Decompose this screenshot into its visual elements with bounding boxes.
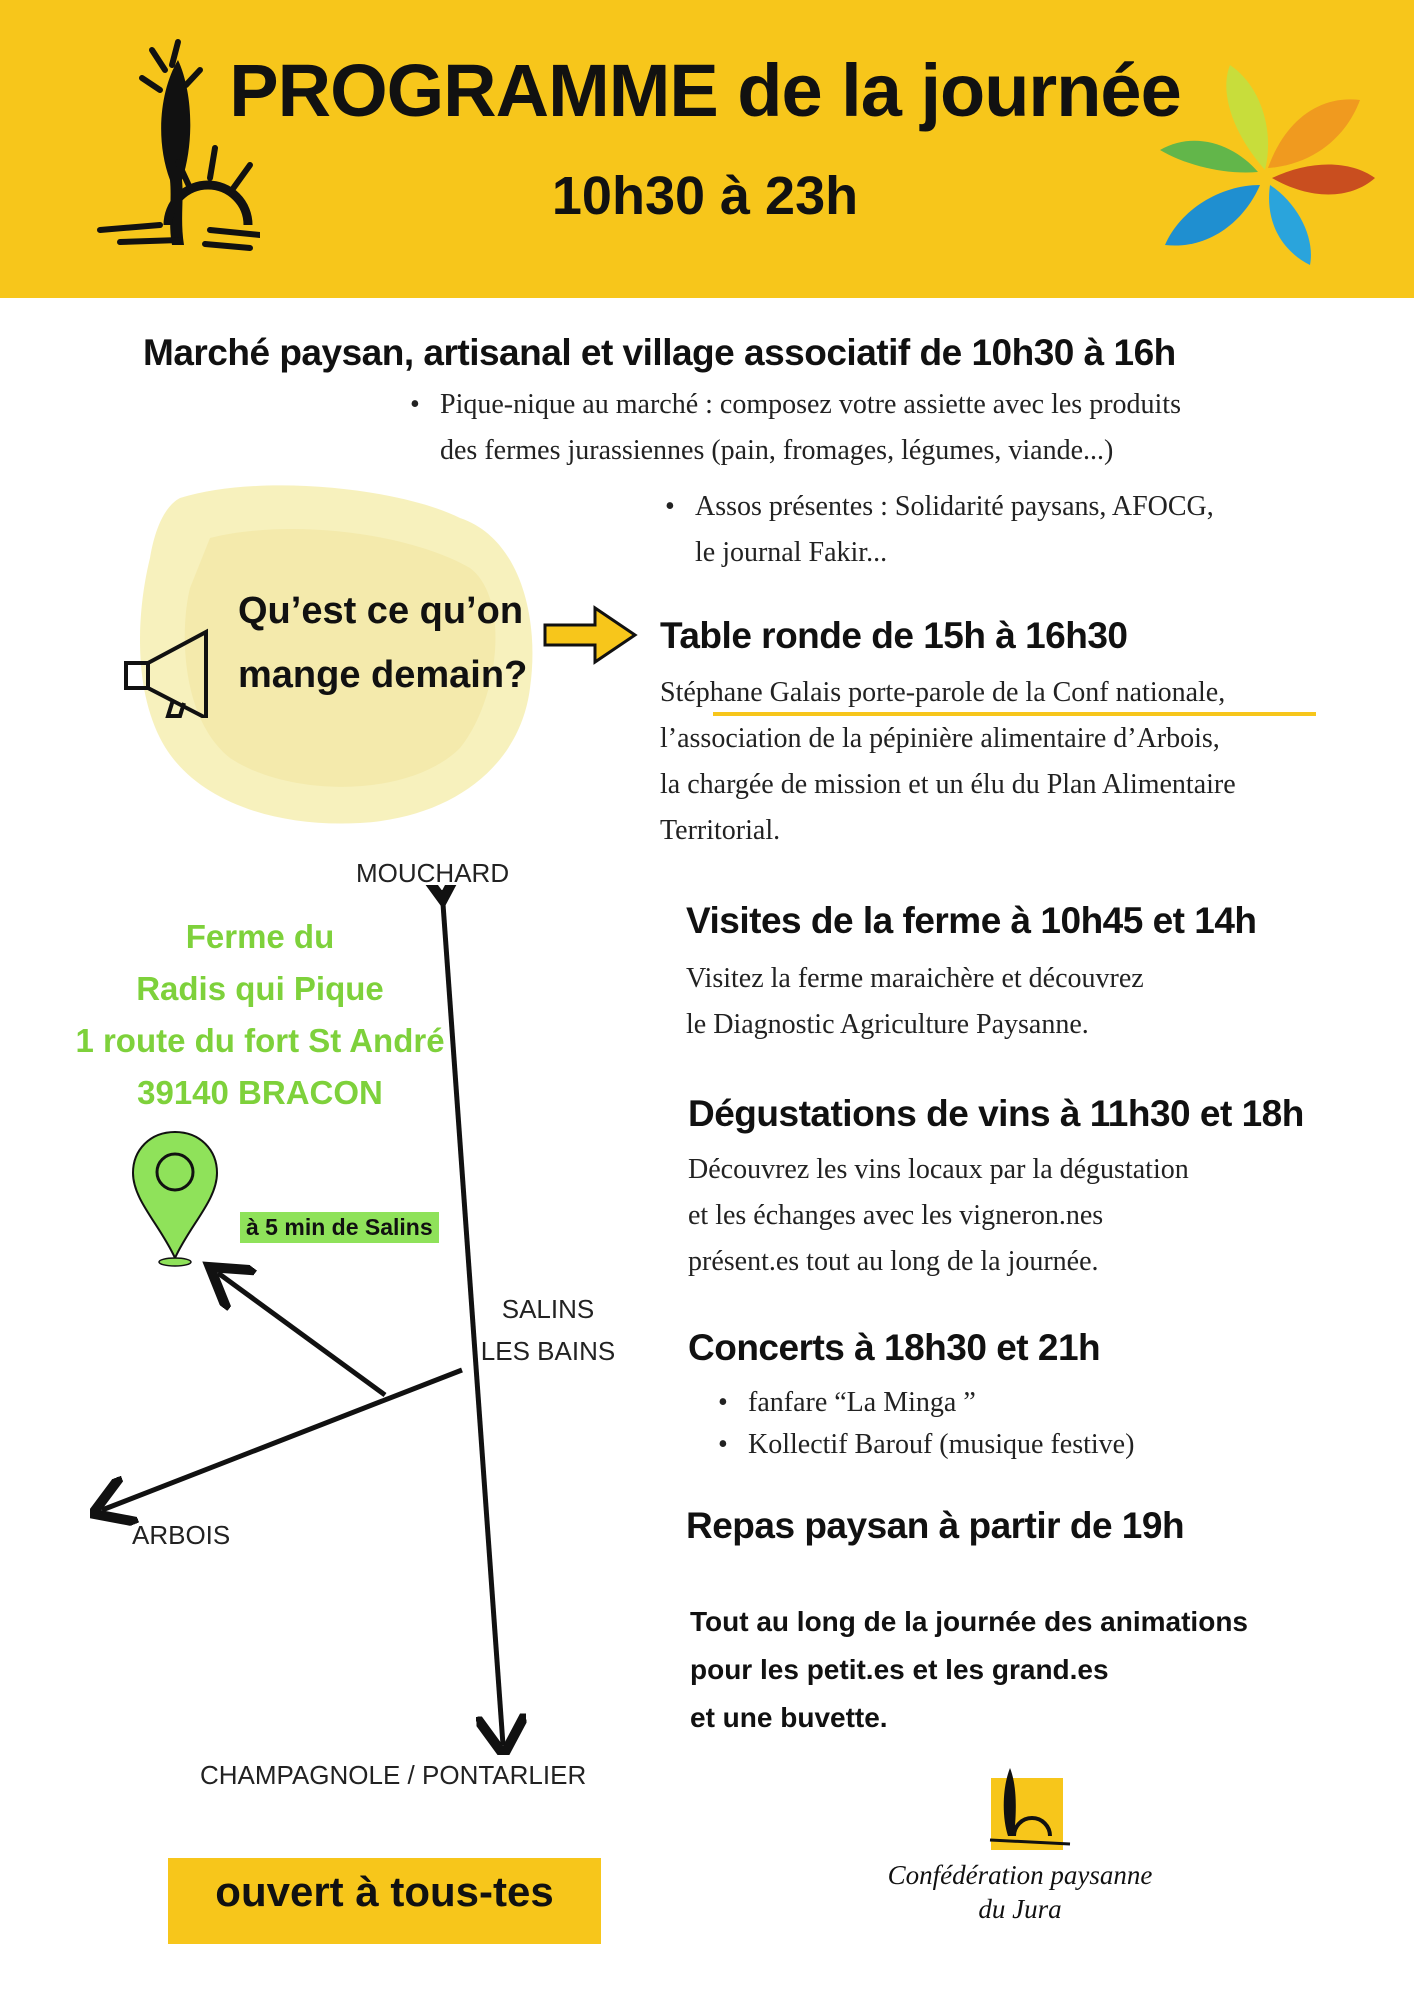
road-north-south (442, 890, 503, 1745)
page-title: PROGRAMME de la journée (229, 49, 1181, 132)
visits-heading: Visites de la ferme à 10h45 et 14h (686, 900, 1257, 941)
market-heading: Marché paysan, artisanal et village associatif de 10h30 à 16h (143, 332, 1176, 373)
market-bullet-1 (410, 382, 1181, 474)
wine-line: et les échanges avec les vigneron.nes (688, 1200, 1104, 1231)
road-to-arbois (102, 1370, 462, 1510)
visits-text (686, 956, 1144, 1048)
concerts-list (718, 1382, 1134, 1466)
map-label-south: CHAMPAGNOLE / PONTARLIER (200, 1760, 587, 1790)
event-hours: 10h30 à 23h (551, 166, 859, 226)
market-bullet-1-line1: Pique-nique au marché : composez votre assiette avec les produits (440, 389, 1181, 420)
org-name-line2: du Jura (978, 1894, 1062, 1924)
all-day-line: pour les petit.es et les grand.es (690, 1654, 1109, 1685)
round-table-line: l’association de la pépinière alimentaire d’Arbois, (660, 723, 1220, 754)
meal-heading: Repas paysan à partir de 19h (686, 1505, 1185, 1546)
concert-item: Kollectif Barouf (musique festive) (748, 1429, 1135, 1460)
all-day-line: et une buvette. (690, 1702, 888, 1733)
org-name (860, 1858, 1180, 1926)
megaphone-icon (118, 618, 228, 718)
market-bullet-2-line1: Assos présentes : Solidarité paysans, AFOCG, (695, 491, 1214, 522)
concert-item: fanfare “La Minga ” (748, 1387, 976, 1418)
callout-line-1: Qu’est ce qu’on (238, 590, 524, 632)
open-label: ouvert à tous-tes (215, 1868, 554, 1915)
wine-line: présent.es tout au long de la journée. (688, 1246, 1099, 1277)
round-table-text (660, 670, 1236, 854)
market-bullet-2-line2: le journal Fakir... (695, 537, 888, 568)
arrow-right-icon (540, 600, 640, 670)
farm-line: 1 route du fort St André (75, 1022, 445, 1059)
wine-line: Découvrez les vins locaux par la dégustation (688, 1154, 1189, 1185)
visits-line: Visitez la ferme maraichère et découvrez (686, 963, 1144, 994)
market-bullet-1-line2: des fermes jurassiennes (pain, fromages, légumes, viande...) (440, 435, 1114, 466)
map-label-north: MOUCHARD (356, 858, 510, 888)
distance-badge: à 5 min de Salins (240, 1212, 439, 1243)
map-label-west: ARBOIS (132, 1520, 231, 1550)
org-logo-wheat-icon (980, 1758, 1080, 1858)
farm-line: 39140 BRACON (137, 1074, 383, 1111)
callout-line-2: mange demain? (238, 654, 528, 696)
farm-line: Radis qui Pique (136, 970, 384, 1007)
road-to-farm (218, 1273, 385, 1395)
map-pin-icon (130, 1130, 220, 1270)
all-day-line: Tout au long de la journée des animations (690, 1606, 1248, 1637)
concerts-heading: Concerts à 18h30 et 21h (688, 1327, 1101, 1368)
wine-heading: Dégustations de vins à 11h30 et 18h (688, 1093, 1304, 1134)
map-label-center-line2: LES BAINS (480, 1336, 616, 1366)
all-day-text (690, 1598, 1248, 1742)
round-table-line: la chargée de mission et un élu du Plan Alimentaire (660, 769, 1236, 800)
round-table-heading: Table ronde de 15h à 16h30 (660, 615, 1128, 656)
farm-address (75, 911, 445, 1119)
farm-line: Ferme du (185, 918, 335, 955)
market-bullet-2 (665, 484, 1214, 576)
round-table-line: Territorial. (660, 815, 781, 846)
callout-text (238, 579, 527, 707)
wine-text (688, 1147, 1189, 1285)
round-table-line: Stéphane Galais porte-parole de la Conf nationale, (660, 677, 1226, 708)
map-label-center-line1: SALINS (501, 1294, 595, 1324)
visits-line: le Diagnostic Agriculture Paysanne. (686, 1009, 1089, 1040)
org-name-line1: Confédération paysanne (887, 1860, 1153, 1890)
